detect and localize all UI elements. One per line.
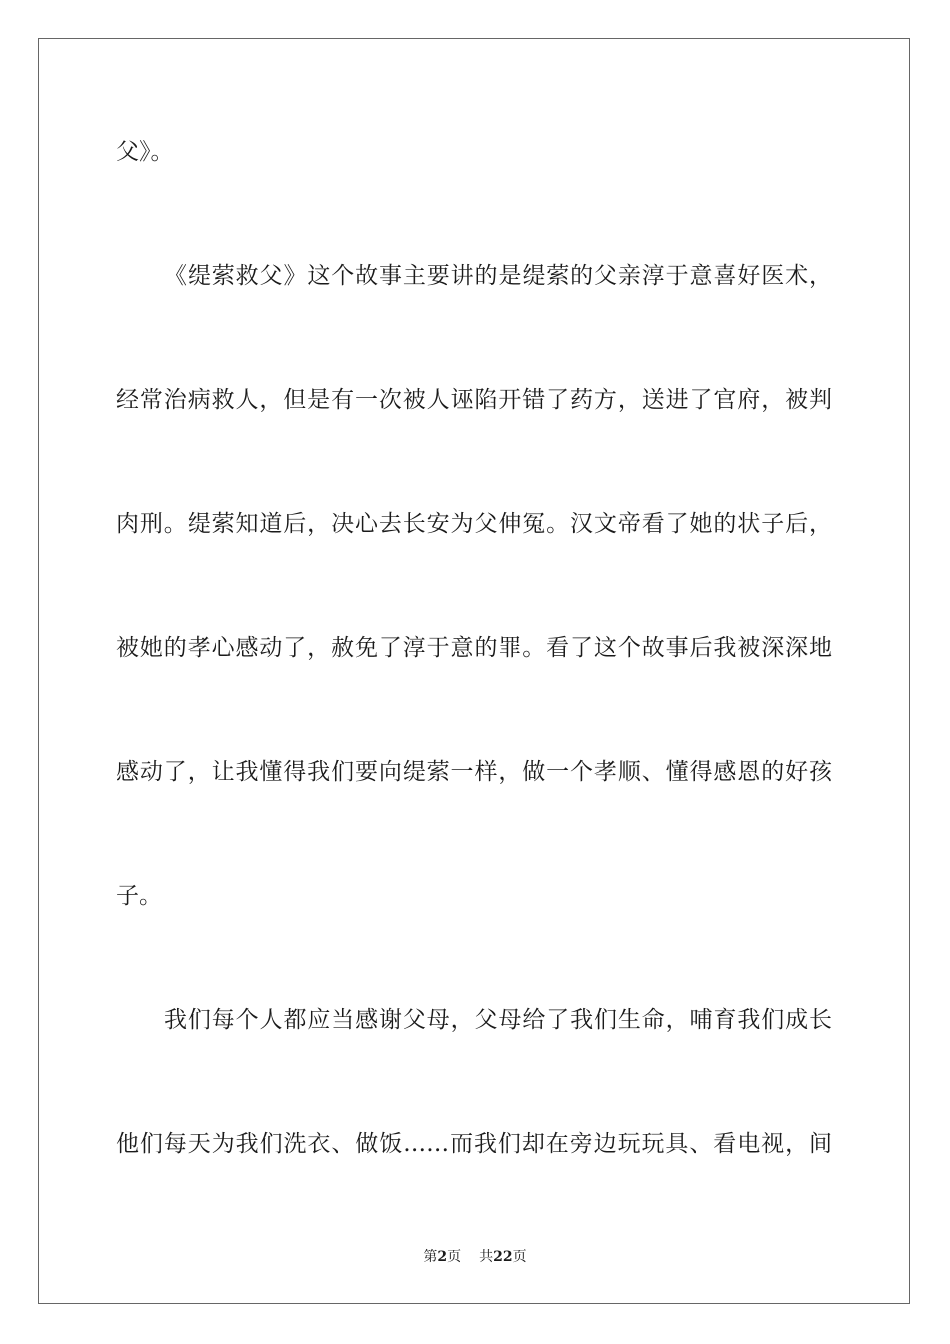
text-line-2: 《缇萦救父》这个故事主要讲的是缇萦的父亲淳于意喜好医术， <box>164 263 832 289</box>
page-footer <box>0 1246 950 1266</box>
text-line-5: 被她的孝心感动了，赦免了淳于意的罪。看了这个故事后我被深深地 <box>116 635 832 661</box>
text-line-9: 他们每天为我们洗衣、做饭……而我们却在旁边玩玩具、看电视，间 <box>116 1131 832 1157</box>
text-line-7: 子。 <box>116 883 162 909</box>
text-line-6: 感动了，让我懂得我们要向缇萦一样，做一个孝顺、懂得感恩的好孩 <box>116 759 832 785</box>
page-number: 第2页 <box>423 1249 462 1265</box>
text-line-4: 肉刑。缇萦知道后，决心去长安为父伸冤。汉文帝看了她的状子后， <box>116 511 832 537</box>
text-line-1: 父》。 <box>116 139 174 165</box>
total-pages: 共22页 <box>479 1249 527 1265</box>
text-line-8: 我们每个人都应当感谢父母，父母给了我们生命，哺育我们成长 <box>164 1007 832 1033</box>
text-line-3: 经常治病救人，但是有一次被人诬陷开错了药方，送进了官府，被判 <box>116 387 832 413</box>
page-frame <box>38 38 910 1304</box>
